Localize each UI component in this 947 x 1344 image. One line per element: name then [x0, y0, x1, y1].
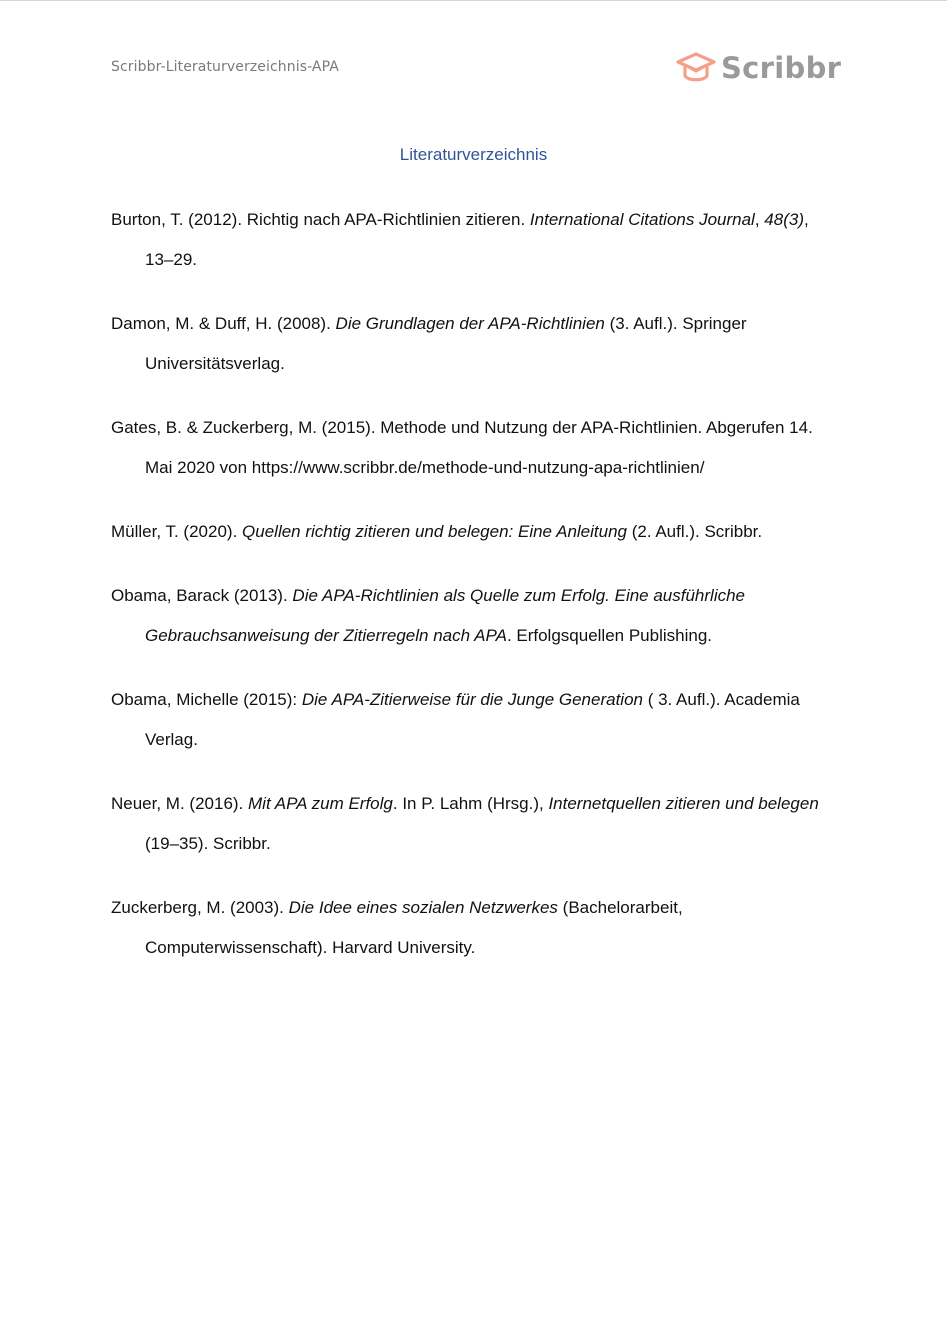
reference-item: Zuckerberg, M. (2003). Die Idee eines sozialen Netzwerkes (Bachelorarbeit, Computerwissenschaft). Harvard University.	[111, 898, 683, 957]
reference-item: Obama, Barack (2013). Die APA-Richtlinien als Quelle zum Erfolg. Eine ausführliche Gebrauchsanweisung der Zitierregeln nach APA. Erfolgsquellen Publishing.	[111, 586, 746, 645]
page-title: Literaturverzeichnis	[399, 145, 548, 164]
reference-item: Gates, B. & Zuckerberg, M. (2015). Methode und Nutzung der APA-Richtlinien. Abgerufen 14. Mai 2020 von https://www.scribbr.de/methode-und-nutzung-apa-richtlinien/	[111, 418, 813, 477]
scribbr-logo	[675, 47, 841, 89]
reference-item: Neuer, M. (2016). Mit APA zum Erfolg. In P. Lahm (Hrsg.), Internetquellen zitieren und belegen (19–35). Scribbr.	[111, 794, 819, 853]
reference-item: Obama, Michelle (2015): Die APA-Zitierweise für die Junge Generation ( 3. Aufl.). Academia Verlag.	[111, 690, 800, 749]
reference-item: Damon, M. & Duff, H. (2008). Die Grundlagen der APA-Richtlinien (3. Aufl.). Springer Universitätsverlag.	[111, 314, 747, 373]
reference-item: Burton, T. (2012). Richtig nach APA-Richtlinien zitieren. International Citations Journal, 48(3), 13–29.	[111, 210, 809, 269]
document-name: Scribbr-Literaturverzeichnis-APA	[111, 59, 339, 75]
logo-text: Scribbr	[721, 51, 842, 85]
reference-item: Müller, T. (2020). Quellen richtig zitieren und belegen: Eine Anleitung (2. Aufl.). Scribbr.	[111, 522, 763, 541]
reference-list	[111, 200, 841, 968]
page-header	[0, 1, 947, 111]
graduation-cap-icon	[675, 47, 717, 89]
